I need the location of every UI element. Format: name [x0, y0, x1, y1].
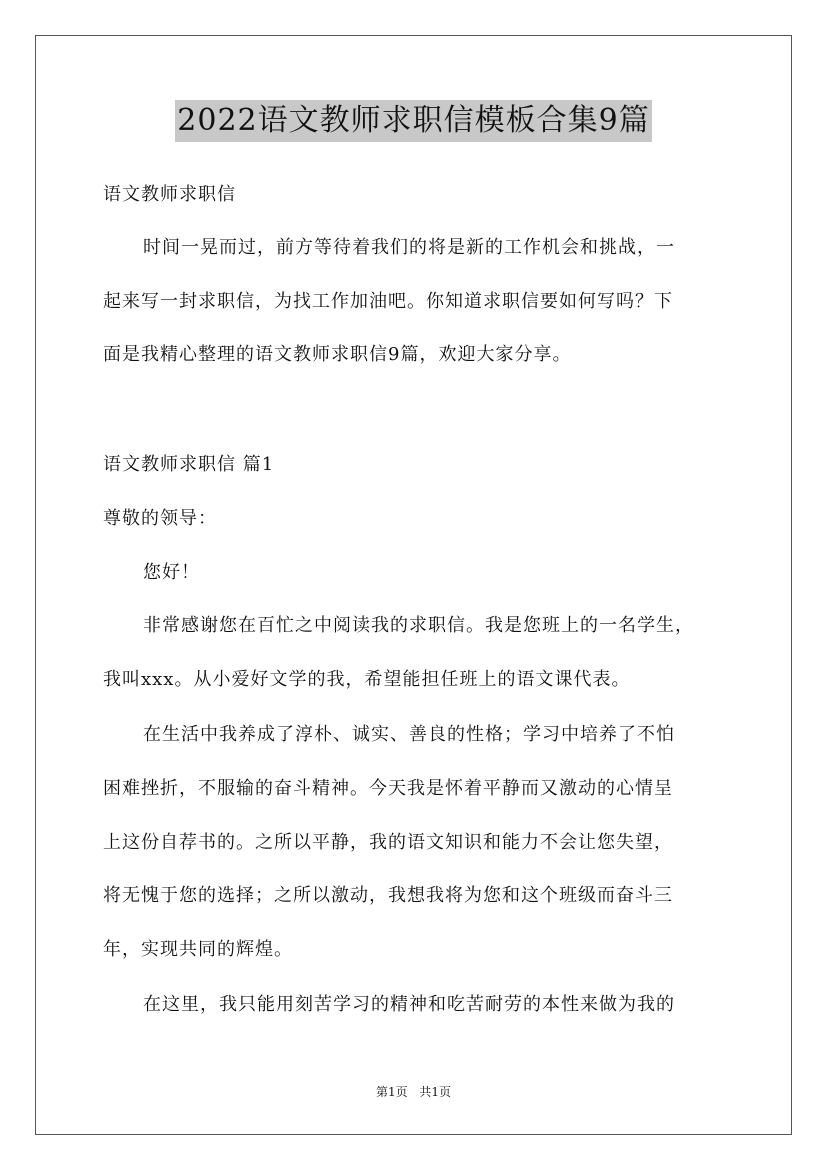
title-container: [0, 100, 827, 142]
section-heading: 语文教师求职信 篇1: [103, 454, 275, 475]
body-line: 非常感谢您在百忙之中阅读我的求职信。我是您班上的一名学生，: [143, 615, 694, 636]
intro-line: 时间一晃而过，前方等待着我们的将是新的工作机会和挑战，一: [143, 237, 675, 258]
body-line: 年，实现共同的辉煌。: [103, 939, 293, 960]
greeting: 您好！: [143, 562, 200, 583]
body-line: 困难挫折，不服输的奋斗精神。今天我是怀着平静而又激动的心情呈: [103, 778, 673, 799]
document-title: 2022语文教师求职信模板合集9篇: [175, 100, 651, 142]
body-line: 将无愧于您的选择；之所以激动，我想我将为您和这个班级而奋斗三: [103, 885, 673, 906]
page-footer: [0, 1084, 827, 1100]
salutation: 尊敬的领导：: [103, 508, 217, 529]
intro-line: 起来写一封求职信，为找工作加油吧。你知道求职信要如何写吗？下: [103, 291, 673, 312]
intro-heading: 语文教师求职信: [103, 184, 236, 205]
body-line: 在这里，我只能用刻苦学习的精神和吃苦耐劳的本性来做为我的: [143, 994, 675, 1015]
page-number: 第1页: [375, 1085, 408, 1099]
body-line: 我叫xxx。从小爱好文学的我，希望能担任班上的语文课代表。: [103, 669, 631, 690]
page-total: 共1页: [419, 1085, 452, 1099]
intro-line: 面是我精心整理的语文教师求职信9篇，欢迎大家分享。: [103, 344, 572, 365]
body-line: 在生活中我养成了淳朴、诚实、善良的性格；学习中培养了不怕: [143, 724, 675, 745]
body-line: 上这份自荐书的。之所以平静，我的语文知识和能力不会让您失望，: [103, 832, 673, 853]
